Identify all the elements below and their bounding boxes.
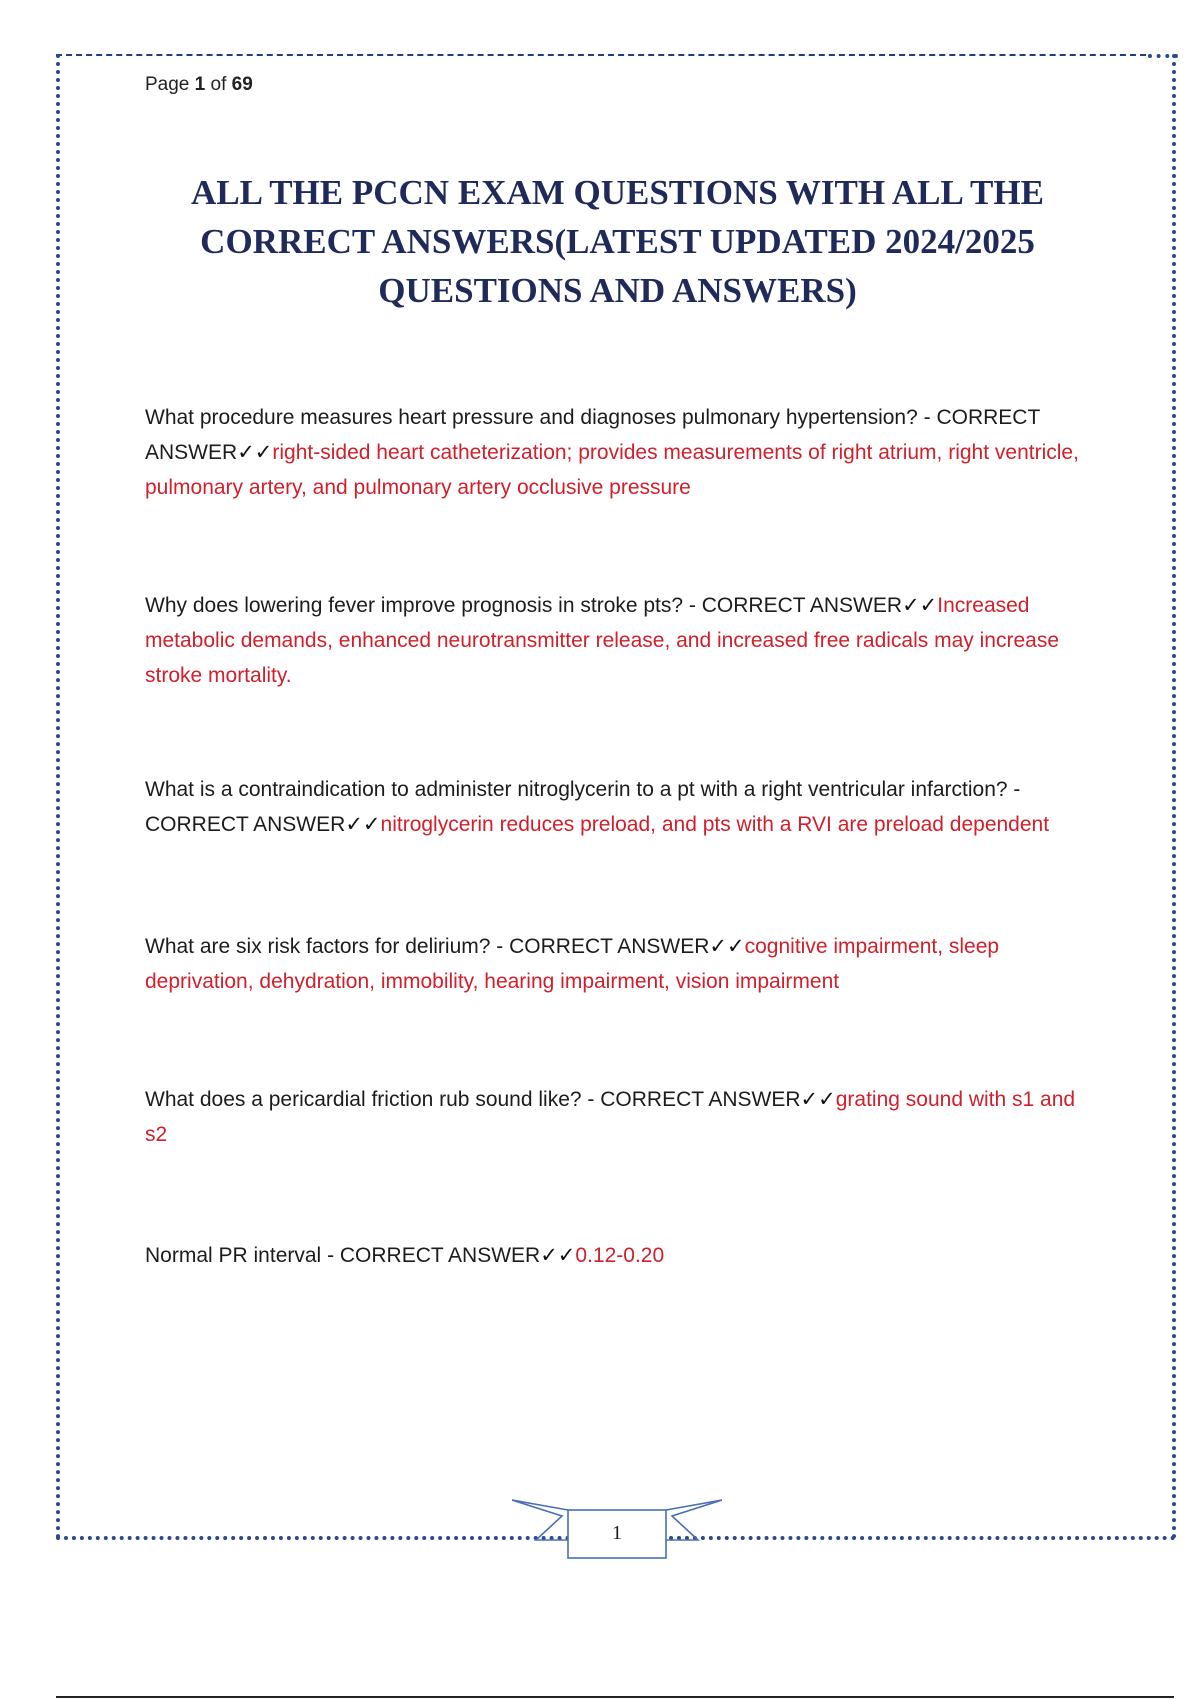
check-marks-icon: ✓✓ — [540, 1244, 576, 1267]
qa-item — [145, 772, 1095, 842]
question-text: What are six risk factors for delirium? — [145, 935, 491, 958]
check-marks-icon: ✓✓ — [800, 1088, 836, 1111]
page-number: 1 — [612, 1522, 622, 1544]
qa-item — [145, 1238, 1095, 1273]
bottom-rule — [56, 1696, 1174, 1698]
question-text: What does a pericardial friction rub sound like? — [145, 1088, 582, 1111]
check-marks-icon: ✓✓ — [709, 935, 745, 958]
answer-marker: - CORRECT ANSWER — [145, 778, 1021, 836]
answer-text: nitroglycerin reduces preload, and pts with a RVI are preload dependent — [380, 813, 1050, 836]
qa-item — [145, 929, 1095, 999]
answer-marker: - CORRECT ANSWER — [496, 935, 710, 958]
answer-text: cognitive impairment, sleep deprivation, dehydration, immobility, hearing impairment, vision impairment — [145, 935, 1000, 993]
answer-text: right-sided heart catheterization; provides measurements of right atrium, right ventricle, pulmonary artery, and pulmonary artery occlusive pressure — [145, 441, 1079, 499]
check-marks-icon: ✓✓ — [237, 441, 273, 464]
question-text: Normal PR interval — [145, 1244, 322, 1267]
answer-marker: - CORRECT ANSWER — [688, 594, 903, 617]
answer-marker: - CORRECT ANSWER — [587, 1088, 801, 1111]
answer-marker: - CORRECT ANSWER — [145, 406, 1040, 464]
page-counter — [145, 74, 253, 96]
page-total: 69 — [231, 74, 253, 95]
check-marks-icon: ✓✓ — [902, 594, 938, 617]
answer-text: Increased metabolic demands, enhanced neurotransmitter release, and increased free radicals may increase stroke mortality. — [145, 594, 1059, 687]
qa-item — [145, 1082, 1095, 1152]
answer-text: grating sound with s1 and s2 — [145, 1088, 1076, 1146]
check-marks-icon: ✓✓ — [345, 813, 381, 836]
document-title: ALL THE PCCN EXAM QUESTIONS WITH ALL THE CORRECT ANSWERS(LATEST UPDATED 2024/2025 QUESTIONS AND ANSWERS) — [191, 173, 1044, 310]
qa-item — [145, 588, 1095, 693]
answer-text: 0.12-0.20 — [575, 1244, 665, 1267]
page-prefix: Page — [145, 74, 190, 95]
question-text: Why does lowering fever improve prognosis in stroke pts? — [145, 594, 684, 617]
answer-marker: - CORRECT ANSWER — [327, 1244, 541, 1267]
question-text: What procedure measures heart pressure and diagnoses pulmonary hypertension? — [145, 406, 918, 429]
page-of: of — [210, 74, 227, 95]
question-text: What is a contraindication to administer nitroglycerin to a pt with a right ventricular infarction? — [145, 778, 1008, 801]
page-current: 1 — [194, 74, 206, 95]
qa-item — [145, 400, 1095, 505]
